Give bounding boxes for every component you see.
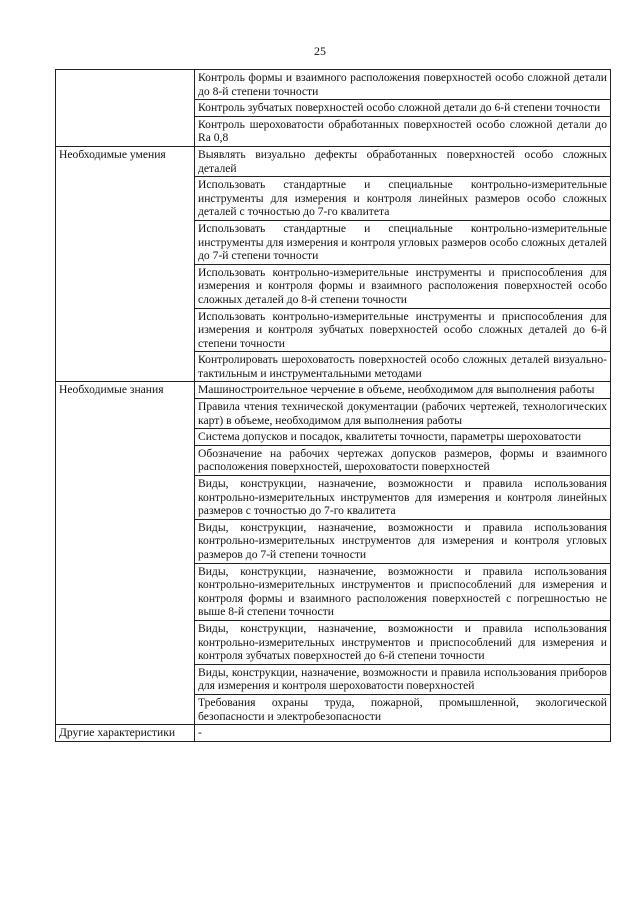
table-cell: Обозначение на рабочих чертежах допусков размеров, формы и взаимного расположения поверхностей, шероховатости поверхностей bbox=[195, 445, 611, 475]
requirements-table bbox=[55, 69, 611, 742]
table-cell: Контроль формы и взаимного расположения поверхностей особо сложной детали до 8-й степени точности bbox=[195, 70, 611, 100]
table-cell: Контролировать шероховатость поверхностей особо сложных деталей визуально-тактильным и инструментальными методами bbox=[195, 352, 611, 382]
table-cell: Виды, конструкции, назначение, возможности и правила использования контрольно-измерительных инструментов для измерения и контроля линейных размеров с точностью до 7-го квалитета bbox=[195, 476, 611, 520]
table-cell: Виды, конструкции, назначение, возможности и правила использования контрольно-измерительных инструментов для измерения и контроля угловых размеров до 7-й степени точности bbox=[195, 519, 611, 563]
table-row bbox=[56, 146, 611, 176]
table-cell: Машиностроительное черчение в объеме, необходимом для выполнения работы bbox=[195, 382, 611, 399]
table-cell: Контроль зубчатых поверхностей особо сложной детали до 6-й степени точности bbox=[195, 100, 611, 117]
table-cell: Виды, конструкции, назначение, возможности и правила использования контрольно-измерительных инструментов и приспособлений для измерения и контроля формы и взаимного расположения поверхностей с погрешностью не выше 8-й степени точности bbox=[195, 563, 611, 620]
skills-label: Необходимые умения bbox=[56, 146, 195, 382]
knowledge-label: Необходимые знания bbox=[56, 382, 195, 725]
table-cell: Требования охраны труда, пожарной, промышленной, экологической безопасности и электробезопасности bbox=[195, 694, 611, 724]
continuation-label-cell bbox=[56, 70, 195, 147]
table-cell: Виды, конструкции, назначение, возможности и правила использования приборов для измерения и контроля шероховатости поверхностей bbox=[195, 664, 611, 694]
table-cell: Использовать стандартные и специальные контрольно-измерительные инструменты для измерения и контроля линейных размеров особо сложных деталей с точностью до 7-го квалитета bbox=[195, 177, 611, 221]
table-row bbox=[56, 382, 611, 399]
table-cell: Использовать контрольно-измерительные инструменты и приспособления для измерения и контроля формы и взаимного расположения поверхностей особо сложных деталей до 8-й степени точности bbox=[195, 264, 611, 308]
table-cell: Правила чтения технической документации (рабочих чертежей, технологических карт) в объеме, необходимом для выполнения работы bbox=[195, 399, 611, 429]
other-value: - bbox=[195, 725, 611, 742]
table-cell: Контроль шероховатости обработанных поверхностей особо сложной детали до Ra 0,8 bbox=[195, 116, 611, 146]
table-row bbox=[56, 70, 611, 100]
page-number: 25 bbox=[314, 44, 326, 58]
table-cell: Виды, конструкции, назначение, возможности и правила использования контрольно-измерительных инструментов и приспособлений для измерения и контроля зубчатых поверхностей до 6-й степени точности bbox=[195, 620, 611, 664]
table-cell: Система допусков и посадок, квалитеты точности, параметры шероховатости bbox=[195, 429, 611, 446]
table-row bbox=[56, 725, 611, 742]
other-label: Другие характеристики bbox=[56, 725, 195, 742]
table-cell: Выявлять визуально дефекты обработанных поверхностей особо сложных деталей bbox=[195, 146, 611, 176]
table-cell: Использовать контрольно-измерительные инструменты и приспособления для измерения и контроля зубчатых поверхностей особо сложных деталей до 6-й степени точности bbox=[195, 308, 611, 352]
table-cell: Использовать стандартные и специальные контрольно-измерительные инструменты для измерения и контроля угловых размеров особо сложных деталей до 7-й степени точности bbox=[195, 220, 611, 264]
